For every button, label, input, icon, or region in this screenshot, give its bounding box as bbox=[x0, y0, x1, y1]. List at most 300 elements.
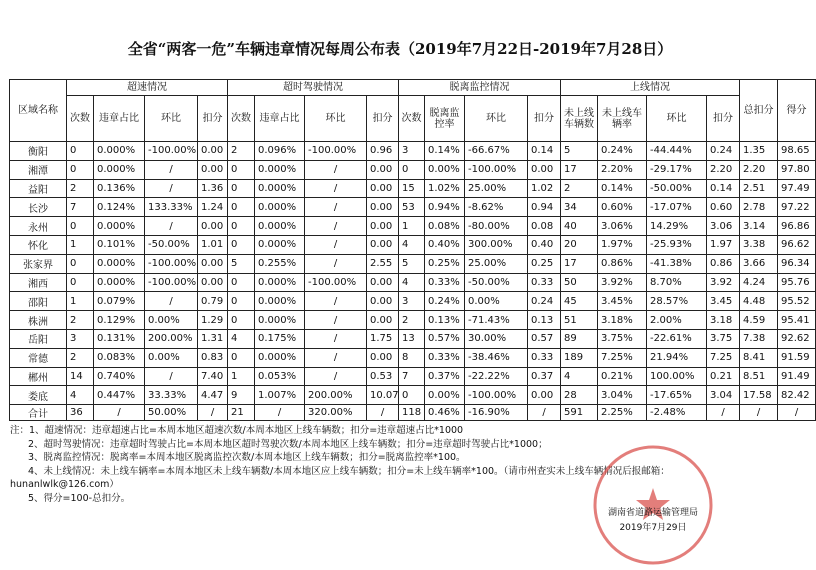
table-cell: -50.00% bbox=[647, 179, 707, 198]
col-fatigue-mom: 环比 bbox=[305, 96, 367, 142]
table-row bbox=[10, 254, 816, 273]
table-cell: 0.000% bbox=[255, 217, 305, 236]
table-cell: 0.175% bbox=[255, 329, 305, 348]
region-cell: 怀化 bbox=[10, 235, 67, 254]
table-cell: -100.00% bbox=[465, 386, 528, 405]
table-cell: 1 bbox=[67, 235, 94, 254]
table-cell: -25.93% bbox=[647, 235, 707, 254]
table-cell: 0.08 bbox=[528, 217, 561, 236]
note-line: 4、未上线情况：未上线车辆率=本周本地区未上线车辆数/本周本地区应上线车辆数；扣分=未上线车辆率*100。（请市州查实未上线车辆情况后报邮箱： bbox=[28, 465, 670, 477]
table-cell: 0.00 bbox=[198, 273, 228, 292]
table-row bbox=[10, 198, 816, 217]
table-cell: 0.131% bbox=[94, 329, 145, 348]
table-cell: 0 bbox=[228, 235, 255, 254]
table-cell: 0.000% bbox=[94, 142, 145, 161]
col-fatigue-ratio: 违章占比 bbox=[255, 96, 305, 142]
table-cell: 7.38 bbox=[740, 329, 778, 348]
table-cell: 2 bbox=[67, 348, 94, 367]
table-cell: 14 bbox=[67, 367, 94, 386]
table-cell: 0.40% bbox=[425, 235, 465, 254]
table-cell: 5 bbox=[399, 254, 425, 273]
table-cell: 300.00% bbox=[465, 235, 528, 254]
table-cell: 0.000% bbox=[255, 273, 305, 292]
table-cell: 0.096% bbox=[255, 142, 305, 161]
table-cell: 4 bbox=[67, 386, 94, 405]
table-cell: 13 bbox=[399, 329, 425, 348]
table-cell: 2.25% bbox=[598, 405, 647, 421]
table-cell: 1.97 bbox=[707, 235, 740, 254]
table-cell: 0.000% bbox=[94, 217, 145, 236]
table-cell: 7 bbox=[67, 198, 94, 217]
table-cell: / bbox=[740, 405, 778, 421]
region-cell: 岳阳 bbox=[10, 329, 67, 348]
region-cell: 邵阳 bbox=[10, 292, 67, 311]
table-cell: 0.000% bbox=[255, 160, 305, 179]
table-cell: 0.37% bbox=[425, 367, 465, 386]
table-cell: -100.00% bbox=[465, 160, 528, 179]
table-cell: -44.44% bbox=[647, 142, 707, 161]
table-cell: 0.000% bbox=[255, 311, 305, 330]
table-cell: 3.38 bbox=[740, 235, 778, 254]
table-cell: 3 bbox=[399, 142, 425, 161]
table-cell: 0.00 bbox=[528, 386, 561, 405]
table-cell: 4 bbox=[399, 235, 425, 254]
table-cell: / bbox=[528, 405, 561, 421]
table-cell: / bbox=[198, 405, 228, 421]
region-cell: 益阳 bbox=[10, 179, 67, 198]
table-cell: 89 bbox=[561, 329, 598, 348]
region-cell: 郴州 bbox=[10, 367, 67, 386]
table-cell: 0.00% bbox=[145, 311, 198, 330]
table-cell: / bbox=[305, 198, 367, 217]
table-cell: 2 bbox=[561, 179, 598, 198]
table-cell: 8 bbox=[399, 348, 425, 367]
table-cell: -100.00% bbox=[145, 142, 198, 161]
table-cell: 2.20 bbox=[707, 160, 740, 179]
table-cell: / bbox=[305, 311, 367, 330]
table-cell: 4 bbox=[561, 367, 598, 386]
table-cell: -80.00% bbox=[465, 217, 528, 236]
region-cell: 合计 bbox=[10, 405, 67, 421]
table-row bbox=[10, 160, 816, 179]
table-cell: -22.22% bbox=[465, 367, 528, 386]
region-cell: 湘西 bbox=[10, 273, 67, 292]
table-cell: 5 bbox=[561, 142, 598, 161]
table-cell: 96.34 bbox=[778, 254, 816, 273]
table-row bbox=[10, 217, 816, 236]
table-cell: 2 bbox=[67, 311, 94, 330]
table-cell: 53 bbox=[399, 198, 425, 217]
table-cell: 8.70% bbox=[647, 273, 707, 292]
table-cell: / bbox=[305, 179, 367, 198]
table-row bbox=[10, 386, 816, 405]
table-cell: 82.42 bbox=[778, 386, 816, 405]
table-cell: 0.14 bbox=[707, 179, 740, 198]
table-cell: 10.07 bbox=[367, 386, 399, 405]
table-cell: 0.86 bbox=[707, 254, 740, 273]
table-cell: 0.37 bbox=[528, 367, 561, 386]
table-cell: 133.33% bbox=[145, 198, 198, 217]
col-offline-mom: 环比 bbox=[465, 96, 528, 142]
table-cell: 3.92 bbox=[707, 273, 740, 292]
table-cell: 0 bbox=[228, 160, 255, 179]
col-speed-ratio: 违章占比 bbox=[94, 96, 145, 142]
table-cell: 4.24 bbox=[740, 273, 778, 292]
table-cell: 3.45% bbox=[598, 292, 647, 311]
table-cell: 0 bbox=[399, 160, 425, 179]
table-cell: / bbox=[145, 217, 198, 236]
table-row bbox=[10, 235, 816, 254]
table-cell: 2 bbox=[228, 142, 255, 161]
table-cell: 0.101% bbox=[94, 235, 145, 254]
table-cell: 97.49 bbox=[778, 179, 816, 198]
table-cell: 0.57 bbox=[528, 329, 561, 348]
table-cell: -100.00% bbox=[145, 273, 198, 292]
table-cell: 4 bbox=[228, 329, 255, 348]
table-cell: 21.94% bbox=[647, 348, 707, 367]
table-cell: 91.49 bbox=[778, 367, 816, 386]
table-cell: 0.00% bbox=[465, 292, 528, 311]
table-cell: 5 bbox=[228, 254, 255, 273]
table-cell: 0.083% bbox=[94, 348, 145, 367]
note-line: hunanlwlk@126.com） bbox=[10, 479, 119, 491]
table-cell: 0.24 bbox=[528, 292, 561, 311]
table-cell: 36 bbox=[67, 405, 94, 421]
table-cell: 3.14 bbox=[740, 217, 778, 236]
table-cell: 0.00 bbox=[367, 160, 399, 179]
table-body bbox=[10, 142, 816, 421]
table-cell: 28.57% bbox=[647, 292, 707, 311]
table-cell: 92.62 bbox=[778, 329, 816, 348]
table-cell: 17 bbox=[561, 160, 598, 179]
table-cell: -2.48% bbox=[647, 405, 707, 421]
table-cell: -8.62% bbox=[465, 198, 528, 217]
table-cell: 20 bbox=[561, 235, 598, 254]
table-cell: 0 bbox=[228, 217, 255, 236]
table-cell: 0.00% bbox=[425, 160, 465, 179]
table-row bbox=[10, 348, 816, 367]
region-cell: 永州 bbox=[10, 217, 67, 236]
table-cell: -22.61% bbox=[647, 329, 707, 348]
table-cell: 91.59 bbox=[778, 348, 816, 367]
table-cell: 0.25% bbox=[425, 254, 465, 273]
table-cell: 0 bbox=[67, 254, 94, 273]
table-cell: 4.59 bbox=[740, 311, 778, 330]
table-cell: 0.000% bbox=[255, 348, 305, 367]
table-cell: 1 bbox=[67, 292, 94, 311]
table-cell: 0.00 bbox=[198, 254, 228, 273]
group-online: 上线情况 bbox=[561, 80, 740, 96]
table-cell: 0.14% bbox=[598, 179, 647, 198]
col-online-deduct: 扣分 bbox=[707, 96, 740, 142]
table-row bbox=[10, 142, 816, 161]
table-cell: 3.04% bbox=[598, 386, 647, 405]
region-cell: 常德 bbox=[10, 348, 67, 367]
table-cell: 0 bbox=[67, 217, 94, 236]
table-cell: 0.00 bbox=[198, 142, 228, 161]
col-online-mom: 环比 bbox=[647, 96, 707, 142]
table-cell: 0.33% bbox=[425, 273, 465, 292]
table-cell: / bbox=[305, 160, 367, 179]
table-cell: 8.41 bbox=[740, 348, 778, 367]
table-cell: 1.24 bbox=[198, 198, 228, 217]
table-cell: 0.00% bbox=[425, 386, 465, 405]
table-cell: 1.29 bbox=[198, 311, 228, 330]
table-cell: 0.94 bbox=[528, 198, 561, 217]
table-cell: 50 bbox=[561, 273, 598, 292]
table-cell: 3.06% bbox=[598, 217, 647, 236]
table-cell: 0.21% bbox=[598, 367, 647, 386]
table-cell: 0 bbox=[228, 348, 255, 367]
table-cell: 0.447% bbox=[94, 386, 145, 405]
table-cell: 50.00% bbox=[145, 405, 198, 421]
table-cell: 0.00 bbox=[367, 292, 399, 311]
table-cell: 0 bbox=[228, 198, 255, 217]
region-cell: 衡阳 bbox=[10, 142, 67, 161]
table-cell: -16.90% bbox=[465, 405, 528, 421]
table-cell: 0.00 bbox=[528, 160, 561, 179]
table-row bbox=[10, 329, 816, 348]
table-cell: 2.20 bbox=[740, 160, 778, 179]
table-cell: 3 bbox=[67, 329, 94, 348]
table-cell: 1.007% bbox=[255, 386, 305, 405]
table-cell: 95.76 bbox=[778, 273, 816, 292]
table-cell: / bbox=[145, 160, 198, 179]
region-cell: 湘潭 bbox=[10, 160, 67, 179]
table-cell: 1.01 bbox=[198, 235, 228, 254]
table-cell: 0.46% bbox=[425, 405, 465, 421]
table-cell: 2.20% bbox=[598, 160, 647, 179]
table-cell: 0.00 bbox=[198, 160, 228, 179]
col-region: 区域名称 bbox=[10, 80, 67, 142]
table-cell: 7 bbox=[399, 367, 425, 386]
table-cell: -50.00% bbox=[145, 235, 198, 254]
table-cell: 0.000% bbox=[255, 292, 305, 311]
table-cell: 0.000% bbox=[255, 198, 305, 217]
table-cell: 0.000% bbox=[94, 273, 145, 292]
table-cell: 0.24 bbox=[707, 142, 740, 161]
table-row bbox=[10, 367, 816, 386]
total-row bbox=[10, 405, 816, 421]
table-cell: 95.52 bbox=[778, 292, 816, 311]
table-cell: 3.92% bbox=[598, 273, 647, 292]
table-cell: / bbox=[305, 348, 367, 367]
table-cell: 3.75% bbox=[598, 329, 647, 348]
table-cell: 0.33% bbox=[425, 348, 465, 367]
region-cell: 娄底 bbox=[10, 386, 67, 405]
table-row bbox=[10, 292, 816, 311]
table-cell: 30.00% bbox=[465, 329, 528, 348]
table-cell: 28 bbox=[561, 386, 598, 405]
table-cell: 3.04 bbox=[707, 386, 740, 405]
table-cell: 0.00 bbox=[367, 273, 399, 292]
note-line: 5、得分=100-总扣分。 bbox=[28, 492, 131, 504]
table-cell: 0.33 bbox=[528, 273, 561, 292]
table-cell: 100.00% bbox=[647, 367, 707, 386]
table-cell: 0.000% bbox=[255, 235, 305, 254]
table-cell: 0.136% bbox=[94, 179, 145, 198]
table-cell: 200.00% bbox=[305, 386, 367, 405]
table-cell: 3.06 bbox=[707, 217, 740, 236]
table-cell: 1 bbox=[228, 367, 255, 386]
page-title: 全省“两客一危”车辆违章情况每周公布表（2019年7月22日-2019年7月28日） bbox=[127, 40, 673, 58]
table-cell: 33.33% bbox=[145, 386, 198, 405]
group-speeding: 超速情况 bbox=[67, 80, 228, 96]
table-cell: 0.21 bbox=[707, 367, 740, 386]
table-cell: 0.255% bbox=[255, 254, 305, 273]
table-cell: 14.29% bbox=[647, 217, 707, 236]
table-cell: / bbox=[305, 292, 367, 311]
table-cell: / bbox=[145, 179, 198, 198]
col-total-deduct: 总扣分 bbox=[740, 80, 778, 142]
table-cell: / bbox=[367, 405, 399, 421]
note-line: 注：1、超速情况：违章超速占比=本周本地区超速次数/本周本地区上线车辆数；扣分=违章超速占比*1000 bbox=[10, 425, 464, 436]
table-cell: 0.124% bbox=[94, 198, 145, 217]
table-cell: -17.07% bbox=[647, 198, 707, 217]
table-cell: 0.129% bbox=[94, 311, 145, 330]
table-cell: 97.22 bbox=[778, 198, 816, 217]
table-cell: 0.08% bbox=[425, 217, 465, 236]
col-speed-deduct: 扣分 bbox=[198, 96, 228, 142]
table-cell: 51 bbox=[561, 311, 598, 330]
table-cell: 96.62 bbox=[778, 235, 816, 254]
table-cell: 0.00 bbox=[367, 198, 399, 217]
col-online-rate: 未上线车辆率 bbox=[598, 96, 647, 142]
table-cell: 15 bbox=[399, 179, 425, 198]
violation-table bbox=[9, 79, 816, 421]
group-fatigue: 超时驾驶情况 bbox=[228, 80, 399, 96]
table-cell: 0 bbox=[228, 273, 255, 292]
table-cell: -100.00% bbox=[305, 273, 367, 292]
table-cell: 0.60% bbox=[598, 198, 647, 217]
table-cell: 98.65 bbox=[778, 142, 816, 161]
region-cell: 长沙 bbox=[10, 198, 67, 217]
col-offline-count: 次数 bbox=[399, 96, 425, 142]
table-cell: 0.13 bbox=[528, 311, 561, 330]
table-cell: 45 bbox=[561, 292, 598, 311]
table-cell: 1.31 bbox=[198, 329, 228, 348]
table-cell: -100.00% bbox=[145, 254, 198, 273]
col-fatigue-deduct: 扣分 bbox=[367, 96, 399, 142]
region-cell: 株洲 bbox=[10, 311, 67, 330]
table-cell: 0.40 bbox=[528, 235, 561, 254]
table-cell: 0.00 bbox=[367, 235, 399, 254]
table-cell: -66.67% bbox=[465, 142, 528, 161]
table-cell: 3.45 bbox=[707, 292, 740, 311]
table-cell: 17 bbox=[561, 254, 598, 273]
seal-org: 湖南省道路运输管理局 bbox=[607, 508, 698, 518]
table-cell: 0.13% bbox=[425, 311, 465, 330]
table-cell: 8.51 bbox=[740, 367, 778, 386]
table-cell: 1.97% bbox=[598, 235, 647, 254]
group-offline: 脱离监控情况 bbox=[399, 80, 561, 96]
table-cell: 34 bbox=[561, 198, 598, 217]
col-speed-mom: 环比 bbox=[145, 96, 198, 142]
table-cell: 4 bbox=[399, 273, 425, 292]
table-cell: 0 bbox=[67, 160, 94, 179]
table-cell: 1.02% bbox=[425, 179, 465, 198]
table-cell: 3.66 bbox=[740, 254, 778, 273]
table-cell: -100.00% bbox=[305, 142, 367, 161]
table-cell: 0.86% bbox=[598, 254, 647, 273]
table-cell: / bbox=[94, 405, 145, 421]
table-cell: 0 bbox=[228, 179, 255, 198]
table-cell: 97.80 bbox=[778, 160, 816, 179]
table-cell: 95.41 bbox=[778, 311, 816, 330]
table-cell: 0.60 bbox=[707, 198, 740, 217]
table-cell: 25.00% bbox=[465, 254, 528, 273]
table-cell: 0.000% bbox=[94, 160, 145, 179]
table-cell: 3 bbox=[399, 292, 425, 311]
col-offline-deduct: 扣分 bbox=[528, 96, 561, 142]
table-cell: 3.75 bbox=[707, 329, 740, 348]
table-cell: 7.25% bbox=[598, 348, 647, 367]
table-cell: 0.000% bbox=[255, 179, 305, 198]
table-cell: 2 bbox=[399, 311, 425, 330]
col-offline-rate: 脱离监控率 bbox=[425, 96, 465, 142]
table-cell: 2.55 bbox=[367, 254, 399, 273]
table-cell: 1.75 bbox=[367, 329, 399, 348]
table-row bbox=[10, 273, 816, 292]
table-cell: 3.18% bbox=[598, 311, 647, 330]
table-cell: 0.14 bbox=[528, 142, 561, 161]
table-cell: 0 bbox=[228, 311, 255, 330]
table-cell: 2.51 bbox=[740, 179, 778, 198]
table-cell: 7.40 bbox=[198, 367, 228, 386]
table-cell: 2 bbox=[67, 179, 94, 198]
table-cell: 0.00 bbox=[367, 179, 399, 198]
table-cell: 9 bbox=[228, 386, 255, 405]
table-cell: 25.00% bbox=[465, 179, 528, 198]
table-cell: -38.46% bbox=[465, 348, 528, 367]
table-cell: -41.38% bbox=[647, 254, 707, 273]
table-cell: 0.96 bbox=[367, 142, 399, 161]
table-cell: / bbox=[305, 217, 367, 236]
table-cell: / bbox=[305, 235, 367, 254]
table-cell: 0.00% bbox=[145, 348, 198, 367]
table-cell: 0.94% bbox=[425, 198, 465, 217]
table-cell: 200.00% bbox=[145, 329, 198, 348]
table-cell: 17.58 bbox=[740, 386, 778, 405]
table-cell: 21 bbox=[228, 405, 255, 421]
table-cell: 0.24% bbox=[425, 292, 465, 311]
table-cell: -17.65% bbox=[647, 386, 707, 405]
table-cell: 4.47 bbox=[198, 386, 228, 405]
table-cell: 0.24% bbox=[598, 142, 647, 161]
table-cell: 1.35 bbox=[740, 142, 778, 161]
table-cell: 3.18 bbox=[707, 311, 740, 330]
table-cell: -71.43% bbox=[465, 311, 528, 330]
table-cell: / bbox=[255, 405, 305, 421]
table-cell: 0.00 bbox=[198, 217, 228, 236]
table-cell: 189 bbox=[561, 348, 598, 367]
table-cell: / bbox=[778, 405, 816, 421]
table-cell: 0 bbox=[399, 386, 425, 405]
table-cell: 0.000% bbox=[94, 254, 145, 273]
table-cell: / bbox=[305, 329, 367, 348]
table-cell: -29.17% bbox=[647, 160, 707, 179]
table-row bbox=[10, 179, 816, 198]
table-cell: 0.740% bbox=[94, 367, 145, 386]
table-cell: / bbox=[707, 405, 740, 421]
table-cell: 7.25 bbox=[707, 348, 740, 367]
table-cell: 0.14% bbox=[425, 142, 465, 161]
col-fatigue-count: 次数 bbox=[228, 96, 255, 142]
table-cell: 320.00% bbox=[305, 405, 367, 421]
table-cell: 1.36 bbox=[198, 179, 228, 198]
table-cell: 96.86 bbox=[778, 217, 816, 236]
table-cell: 0.053% bbox=[255, 367, 305, 386]
